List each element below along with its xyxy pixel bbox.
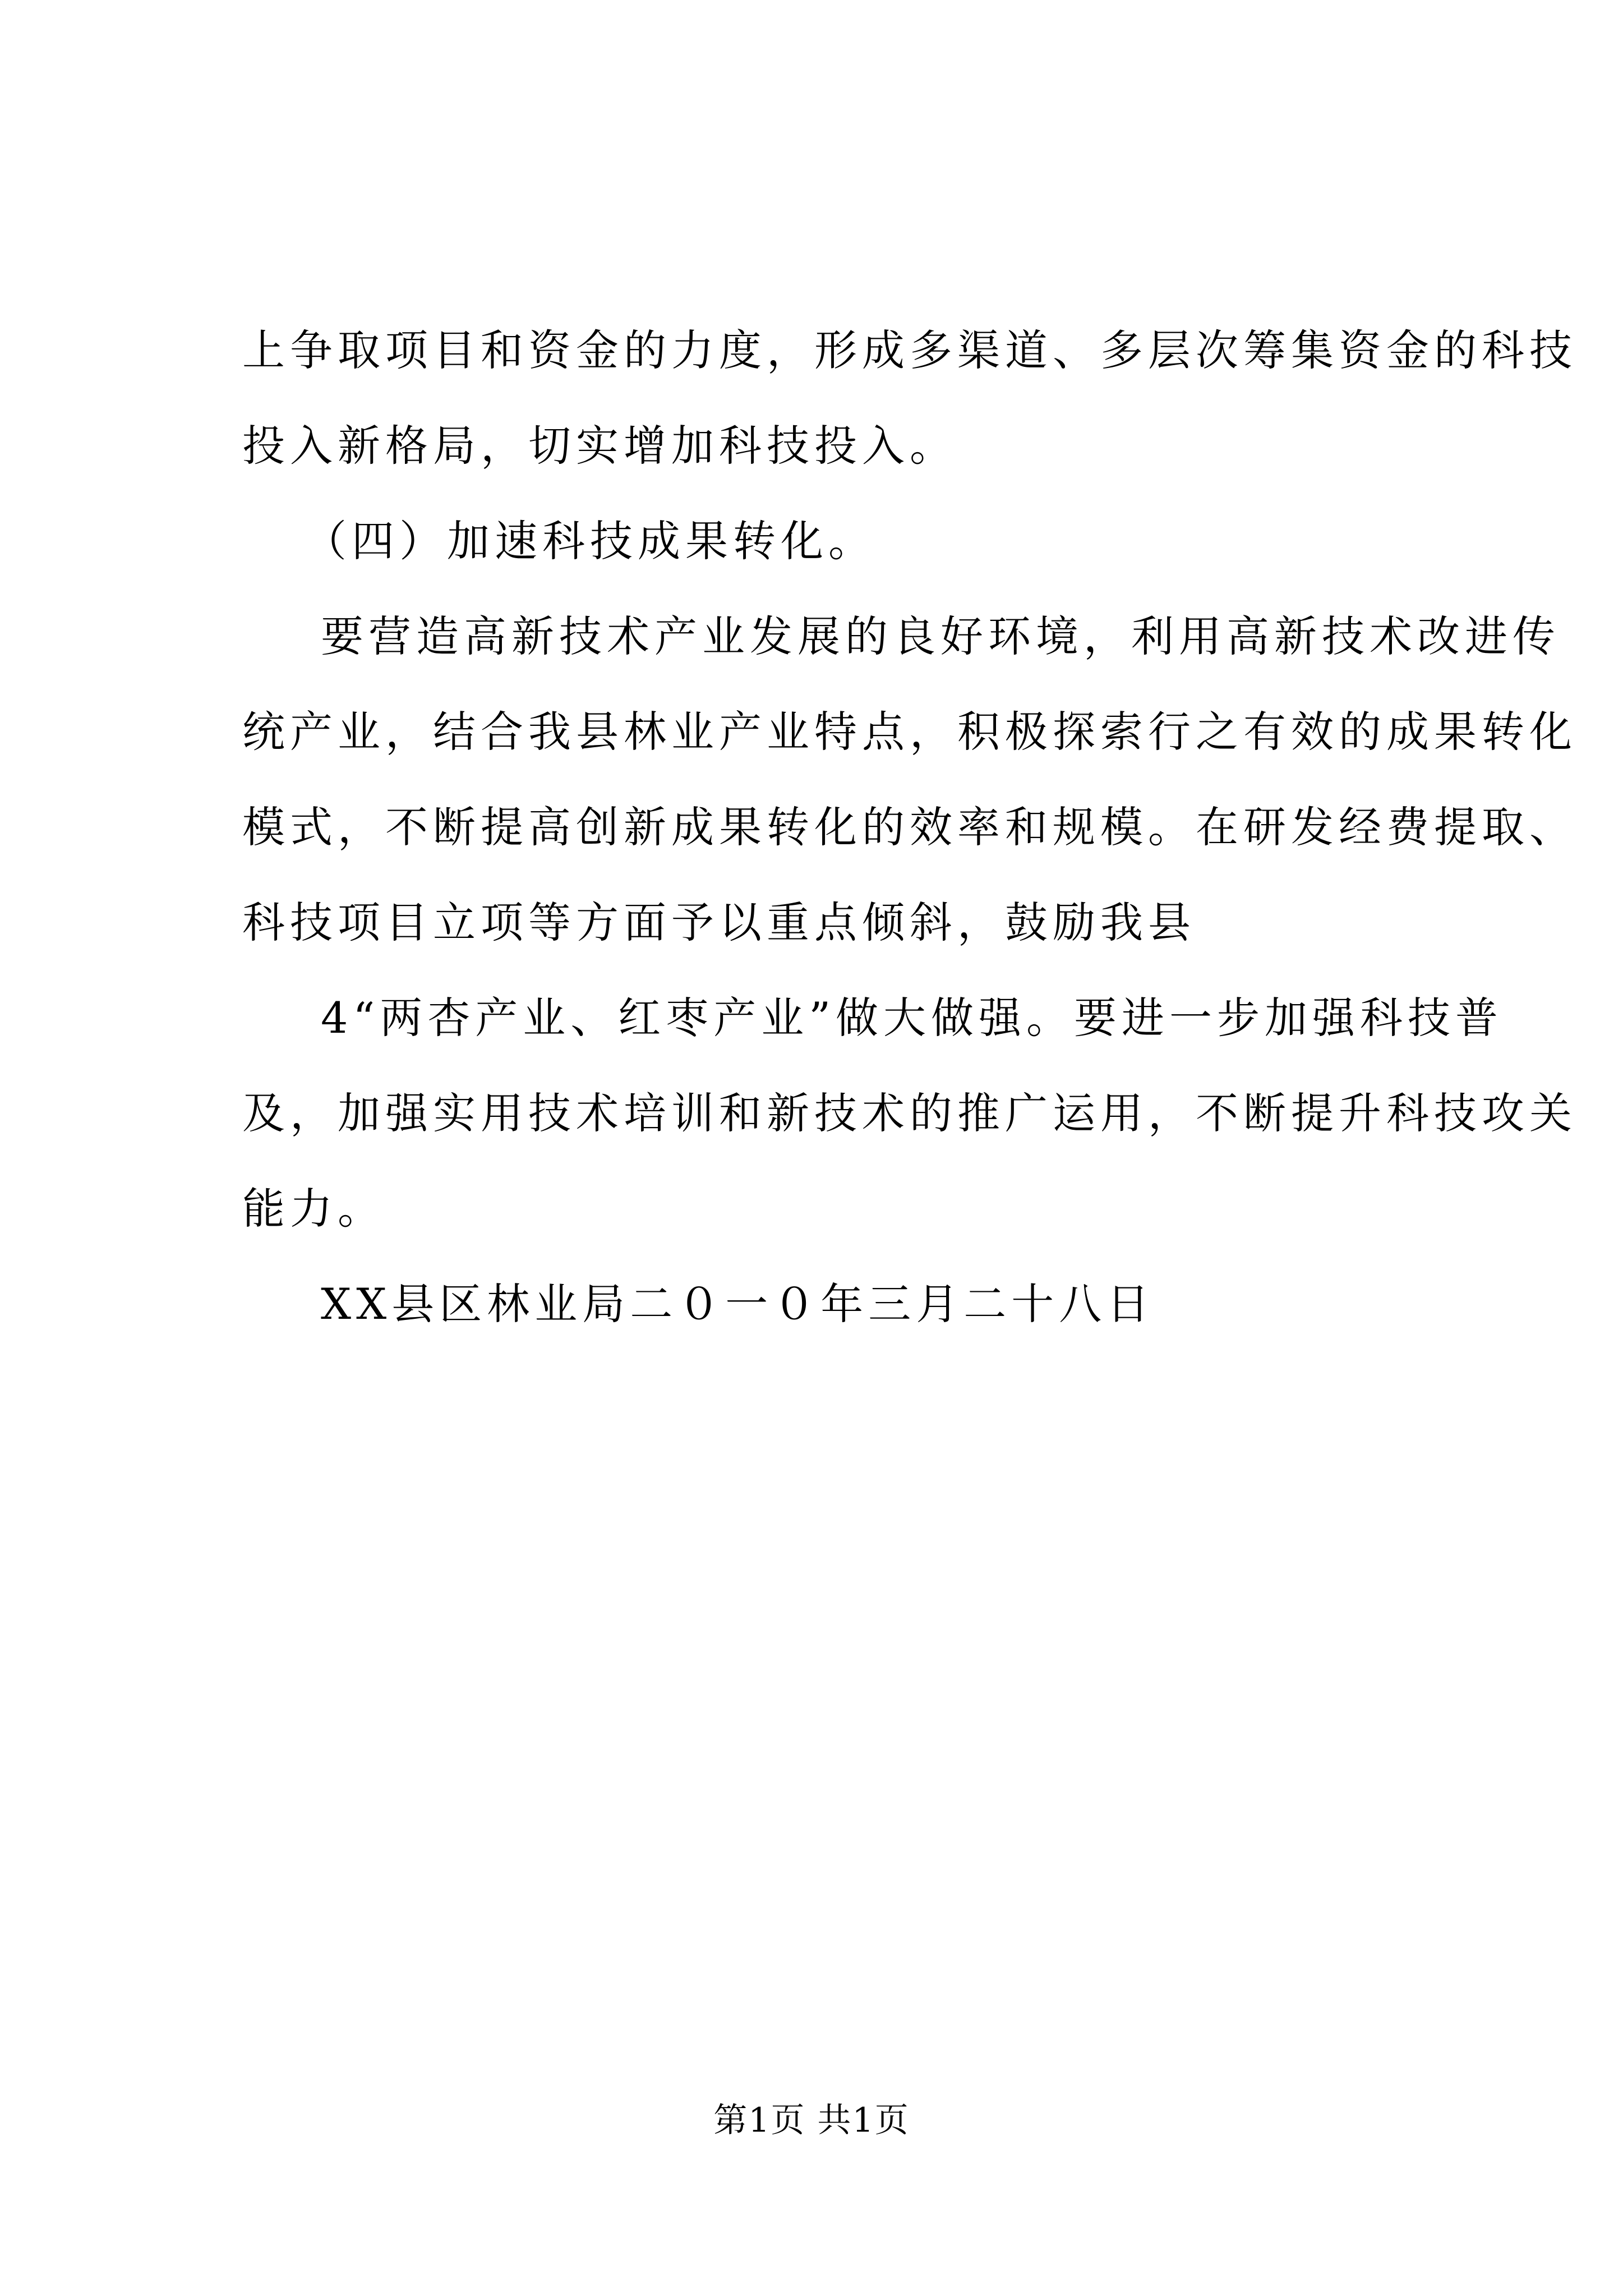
- document-body: [242, 303, 1577, 1352]
- paragraph-line: 及，加强实用技术培训和新技术的推广运用，不断提升科技攻关: [242, 1088, 1577, 1138]
- paragraph-line: 统产业，结合我县林业产业特点，积极探索行之有效的成果转化: [242, 707, 1577, 757]
- paragraph-line: 要营造高新技术产业发展的良好环境，利用高新技术改进传: [321, 611, 1560, 661]
- paragraph-line: 模式，不断提高创新成果转化的效率和规模。在研发经费提取、: [242, 802, 1577, 852]
- signature-line: XX县区林业局二０一０年三月二十八日: [321, 1279, 1155, 1329]
- page-number-footer: 第1页 共1页: [713, 2101, 910, 2140]
- section-heading: （四）加速科技成果转化。: [304, 516, 876, 566]
- paragraph-line: 能力。: [242, 1184, 385, 1234]
- paragraph-line: 投入新格局，切实增加科技投入。: [242, 421, 957, 471]
- paragraph-line: 4“两杏产业、红枣产业”做大做强。要进一步加强科技普: [321, 993, 1504, 1043]
- paragraph-line: 科技项目立项等方面予以重点倾斜，鼓励我县: [242, 898, 1196, 947]
- paragraph-line: 上争取项目和资金的力度，形成多渠道、多层次筹集资金的科技: [242, 325, 1577, 375]
